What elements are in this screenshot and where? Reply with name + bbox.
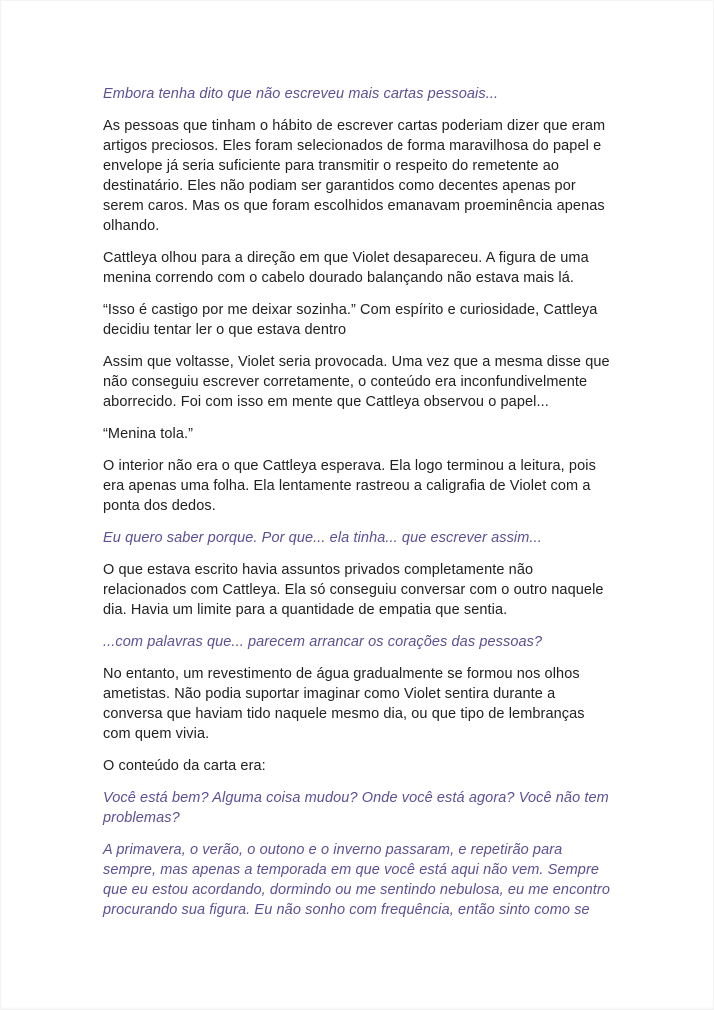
paragraph: Eu quero saber porque. Por que... ela tinha... que escrever assim... xyxy=(103,530,542,546)
paragraph: O interior não era o que Cattleya esperava. Ela logo terminou a leitura, pois era apenas uma folha. Ela lentamente rastreou a caligrafia de Violet com a ponta dos dedos. xyxy=(103,458,596,514)
document-content xyxy=(103,84,615,932)
paragraph: Assim que voltasse, Violet seria provocada. Uma vez que a mesma disse que não conseguiu escrever corretamente, o conteúdo era inconfundivelmente aborrecido. Foi com isso em mente que Cattleya observou o papel... xyxy=(103,354,610,410)
paragraph: ...com palavras que... parecem arrancar os corações das pessoas? xyxy=(103,634,543,650)
paragraph: “Menina tola.” xyxy=(103,426,194,442)
paragraph: No entanto, um revestimento de água gradualmente se formou nos olhos ametistas. Não podia suportar imaginar como Violet sentira durante a conversa que haviam tido naquele mesmo dia, ou que tipo de lembranças com quem vivia. xyxy=(103,666,585,742)
paragraph: Você está bem? Alguma coisa mudou? Onde você está agora? Você não tem problemas? xyxy=(103,790,609,826)
paragraph: O que estava escrito havia assuntos privados completamente não relacionados com Cattleya. Ela só conseguiu conversar com o outro naquele dia. Havia um limite para a quantidade de empatia que sentia. xyxy=(103,562,604,618)
paragraph: A primavera, o verão, o outono e o inverno passaram, e repetirão para sempre, mas apenas a temporada em que você está aqui não vem. Sempre que eu estou acordando, dormindo ou me sentindo nebulosa, eu me encontro procurando sua figura. Eu não sonho com frequência, então sinto como se xyxy=(103,842,610,918)
paragraph: “Isso é castigo por me deixar sozinha.” Com espírito e curiosidade, Cattleya decidiu tentar ler o que estava dentro xyxy=(103,302,598,338)
paragraph: Embora tenha dito que não escreveu mais cartas pessoais... xyxy=(103,86,499,102)
paragraph: As pessoas que tinham o hábito de escrever cartas poderiam dizer que eram artigos preciosos. Eles foram selecionados de forma maravilhosa do papel e envelope já seria suficiente para transmitir o respeito do remetente ao destinatário. Eles não podiam ser garantidos como decentes apenas por serem caros. Mas os que foram escolhidos emanavam proeminência apenas olhando. xyxy=(103,118,606,234)
paragraph: Cattleya olhou para a direção em que Violet desapareceu. A figura de uma menina correndo com o cabelo dourado balançando não estava mais lá. xyxy=(103,250,589,286)
paragraph: O conteúdo da carta era: xyxy=(103,758,266,774)
